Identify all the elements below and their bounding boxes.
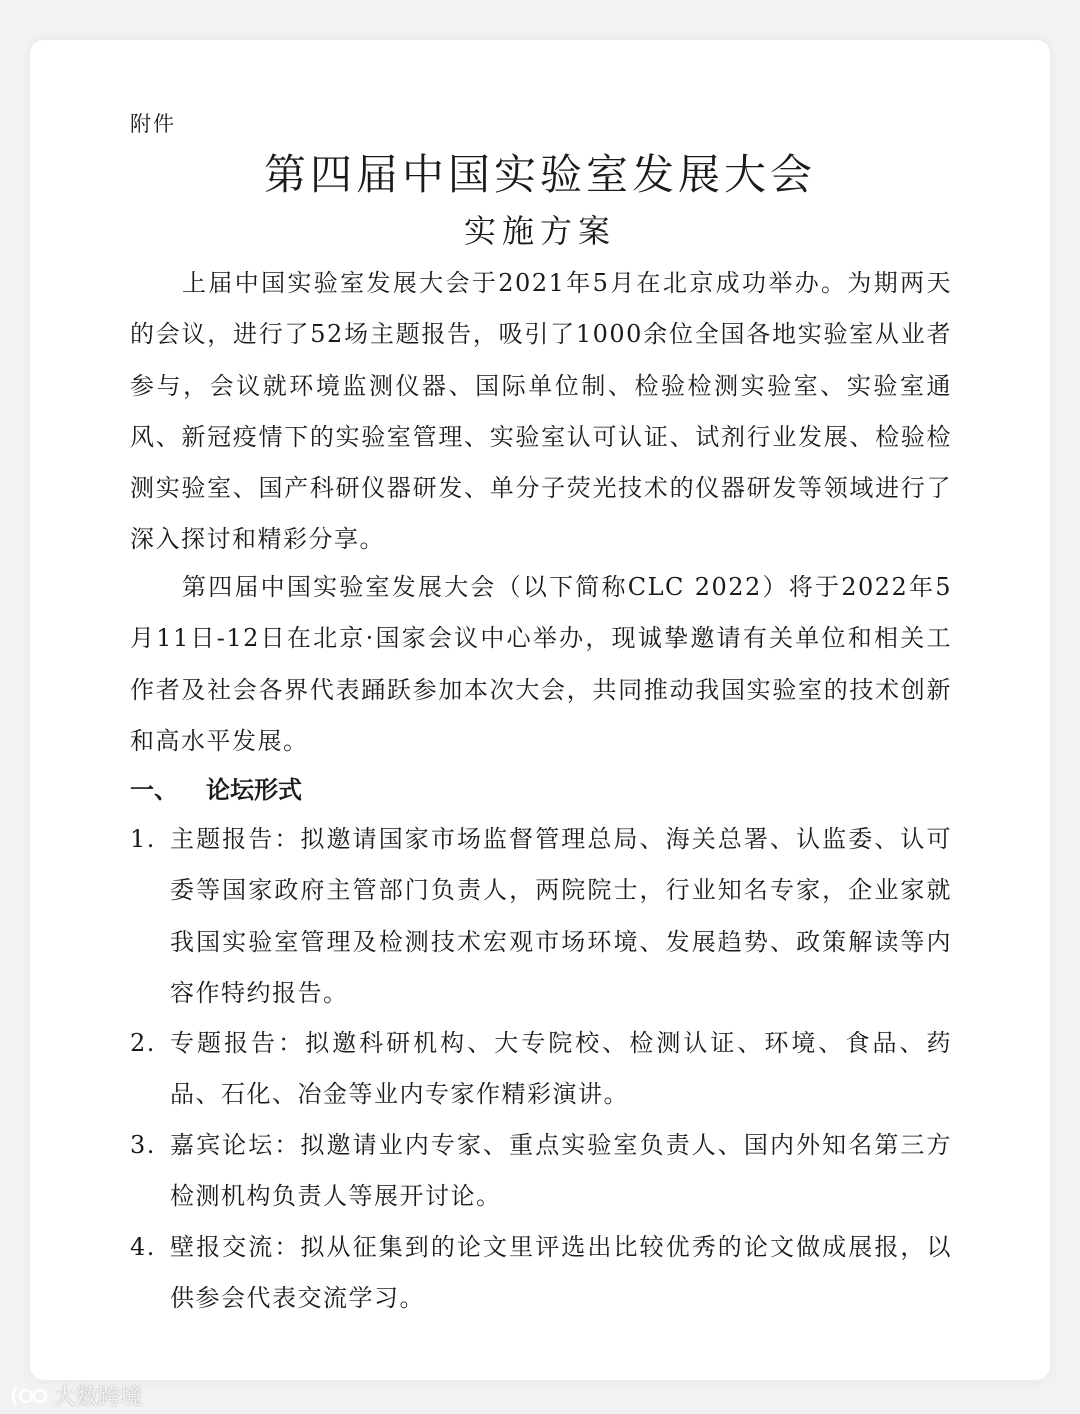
list-item-index: 1. — [130, 825, 156, 853]
document-title: 第四届中国实验室发展大会 — [263, 150, 816, 199]
watermark — [10, 1380, 142, 1411]
list-item-text: 专题报告：拟邀科研机构、大专院校、检测认证、环境、食品、药品、石化、冶金等业内专家作精彩演讲。 — [170, 1029, 952, 1109]
section-heading — [130, 770, 302, 805]
section-number: 一、 — [130, 776, 178, 804]
list-item-index: 2. — [130, 1029, 156, 1057]
list-item-index: 4. — [130, 1233, 156, 1261]
list-item-index: 3. — [130, 1131, 156, 1159]
list-item-text: 嘉宾论坛：拟邀请业内专家、重点实验室负责人、国内外知名第三方检测机构负责人等展开讨论。 — [170, 1131, 952, 1211]
list-item-text: 主题报告：拟邀请国家市场监督管理总局、海关总署、认监委、认可委等国家政府主管部门负责人，两院院士，行业知名专家，企业家就我国实验室管理及检测技术宏观市场环境、发展趋势、政策解读等内容作特约报告。 — [170, 825, 952, 1007]
brand-logo-icon — [10, 1384, 50, 1408]
list-item — [130, 1120, 952, 1223]
invitation-paragraph: 第四届中国实验室发展大会（以下简称CLC 2022）将于2022年5月11日-12日在北京·国家会议中心举办，现诚挚邀请有关单位和相关工作者及社会各界代表踊跃参加本次大会，共同推动我国实验室的技术创新和高水平发展。 — [130, 573, 952, 755]
attachment-label: 附件 — [130, 112, 176, 136]
list-item — [130, 814, 952, 1019]
list-item-text: 壁报交流：拟从征集到的论文里评选出比较优秀的论文做成展报，以供参会代表交流学习。 — [170, 1233, 952, 1313]
watermark-text: 大数跨境 — [54, 1385, 143, 1410]
intro-paragraph: 上届中国实验室发展大会于2021年5月在北京成功举办。为期两天的会议，进行了52场主题报告，吸引了1000余位全国各地实验室从业者参与，会议就环境监测仪器、国际单位制、检验检测实验室、实验室通风、新冠疫情下的实验室管理、实验室认可认证、试剂行业发展、检验检测实验室、国产科研仪器研发、单分子荧光技术的仪器研发等领域进行了深入探讨和精彩分享。 — [130, 269, 952, 554]
section-title: 论坛形式 — [206, 776, 302, 804]
list-item — [130, 1222, 952, 1325]
document-subtitle: 实施方案 — [463, 212, 616, 250]
list-item — [130, 1018, 952, 1121]
